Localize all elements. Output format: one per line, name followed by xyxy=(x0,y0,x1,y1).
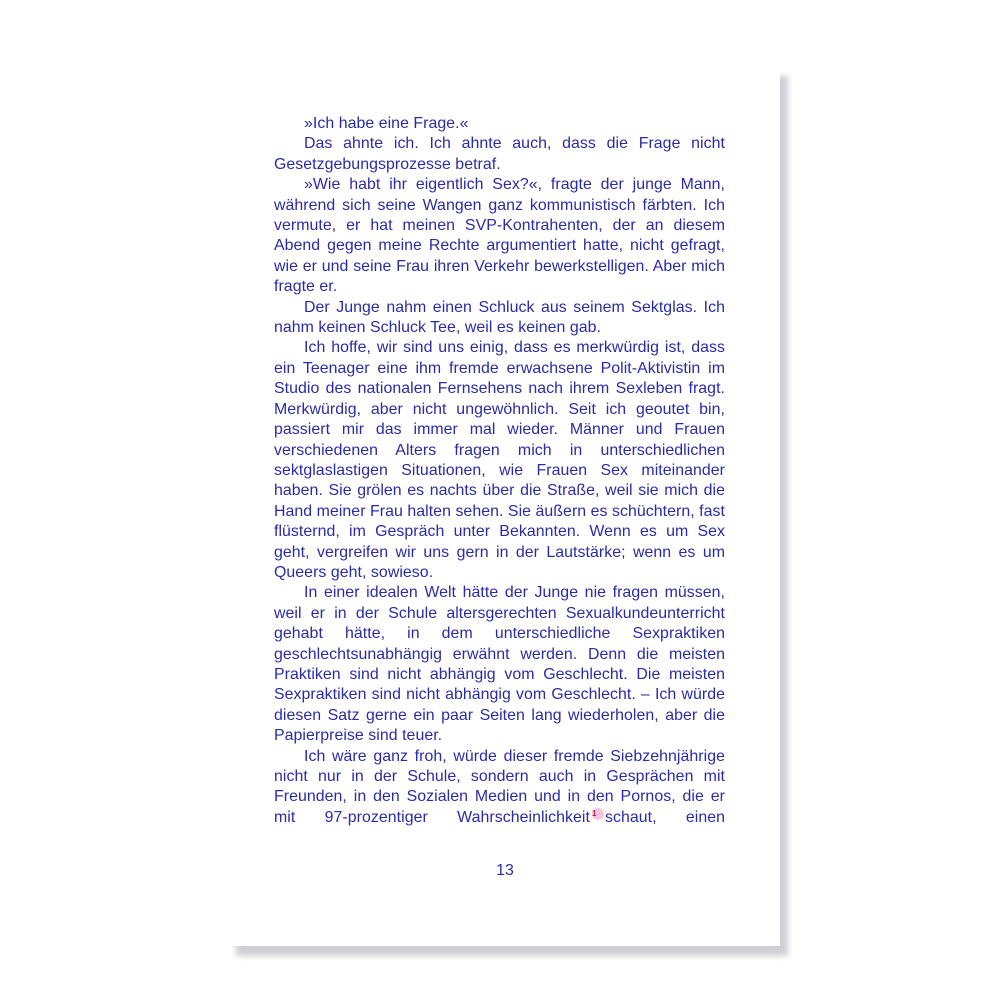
paragraph-7-text-after: schaut, einen xyxy=(604,808,725,826)
footnote-mark[interactable]: 1 xyxy=(592,808,604,820)
body-text xyxy=(274,114,725,828)
paragraph-6: In einer idealen Welt hätte der Junge nie fragen müssen, weil er in der Schule altersgerechten Sexualkundeunterricht gehabt hätte, in dem unterschiedliche Sexpraktiken geschlechtsunabhängig erwähnt werden. Denn die meisten Praktiken sind nicht abhängig vom Geschlecht. Die meisten Sexpraktiken sind nicht abhängig vom Geschlecht. – Ich würde diesen Satz gerne ein paar Seiten lang wiederholen, aber die Papierpreise sind teuer. xyxy=(274,584,725,745)
book-page xyxy=(230,70,780,946)
paragraph-7 xyxy=(274,747,725,829)
page-number: 13 xyxy=(496,862,514,879)
paragraph-4: Der Junge nahm einen Schluck aus seinem Sektglas. Ich nahm keinen Schluck Tee, weil es keinen gab. xyxy=(274,298,725,337)
paragraph-2: Das ahnte ich. Ich ahnte auch, dass die Frage nicht Gesetzgebungsprozesse betraf. xyxy=(274,135,725,173)
paragraph-1: »Ich habe eine Frage.« xyxy=(304,115,469,132)
paragraph-5: Ich hoffe, wir sind uns einig, dass es merkwürdig ist, dass ein Teenager eine ihm fremde erwachsene Polit-Aktivistin im Studio des nationalen Fernsehens nach ihrem Sexleben fragt. Merkwürdig, aber nicht ungewöhnlich. Seit ich geoutet bin, passiert mir das immer mal wieder. Männer und Frauen verschiedenen Alters fragen mich in unterschiedlichen sektglaslastigen Situationen, wie Frauen Sex miteinander haben. Sie grölen es nachts über die Straße, weil sie mich die Hand meiner Frau halten sehen. Sie äußern es schüchtern, fast flüsternd, im Gespräch unter Bekannten. Wenn es um Sex geht, vergreifen wir uns gern in der Lautstärke; wenn es um Queers geht, sowieso. xyxy=(274,339,725,581)
paragraph-3: »Wie habt ihr eigentlich Sex?«, fragte der junge Mann, während sich seine Wangen ganz kommunistisch färbten. Ich vermute, er hat meinen SVP-Kontrahenten, der an diesem Abend gegen meine Rechte argumentiert hatte, nicht gefragt, wie er und seine Frau ihren Verkehr bewerkstelligen. Aber mich fragte er. xyxy=(274,176,725,296)
paragraph-7-text-before: Ich wäre ganz froh, würde dieser fremde Siebzehnjährige nicht nur in der Schule, sondern auch in Gesprächen mit Freunden, in den Sozialen Medien und in den Pornos, die er mit 97-prozentiger Wahrscheinlichkeit xyxy=(274,747,725,826)
